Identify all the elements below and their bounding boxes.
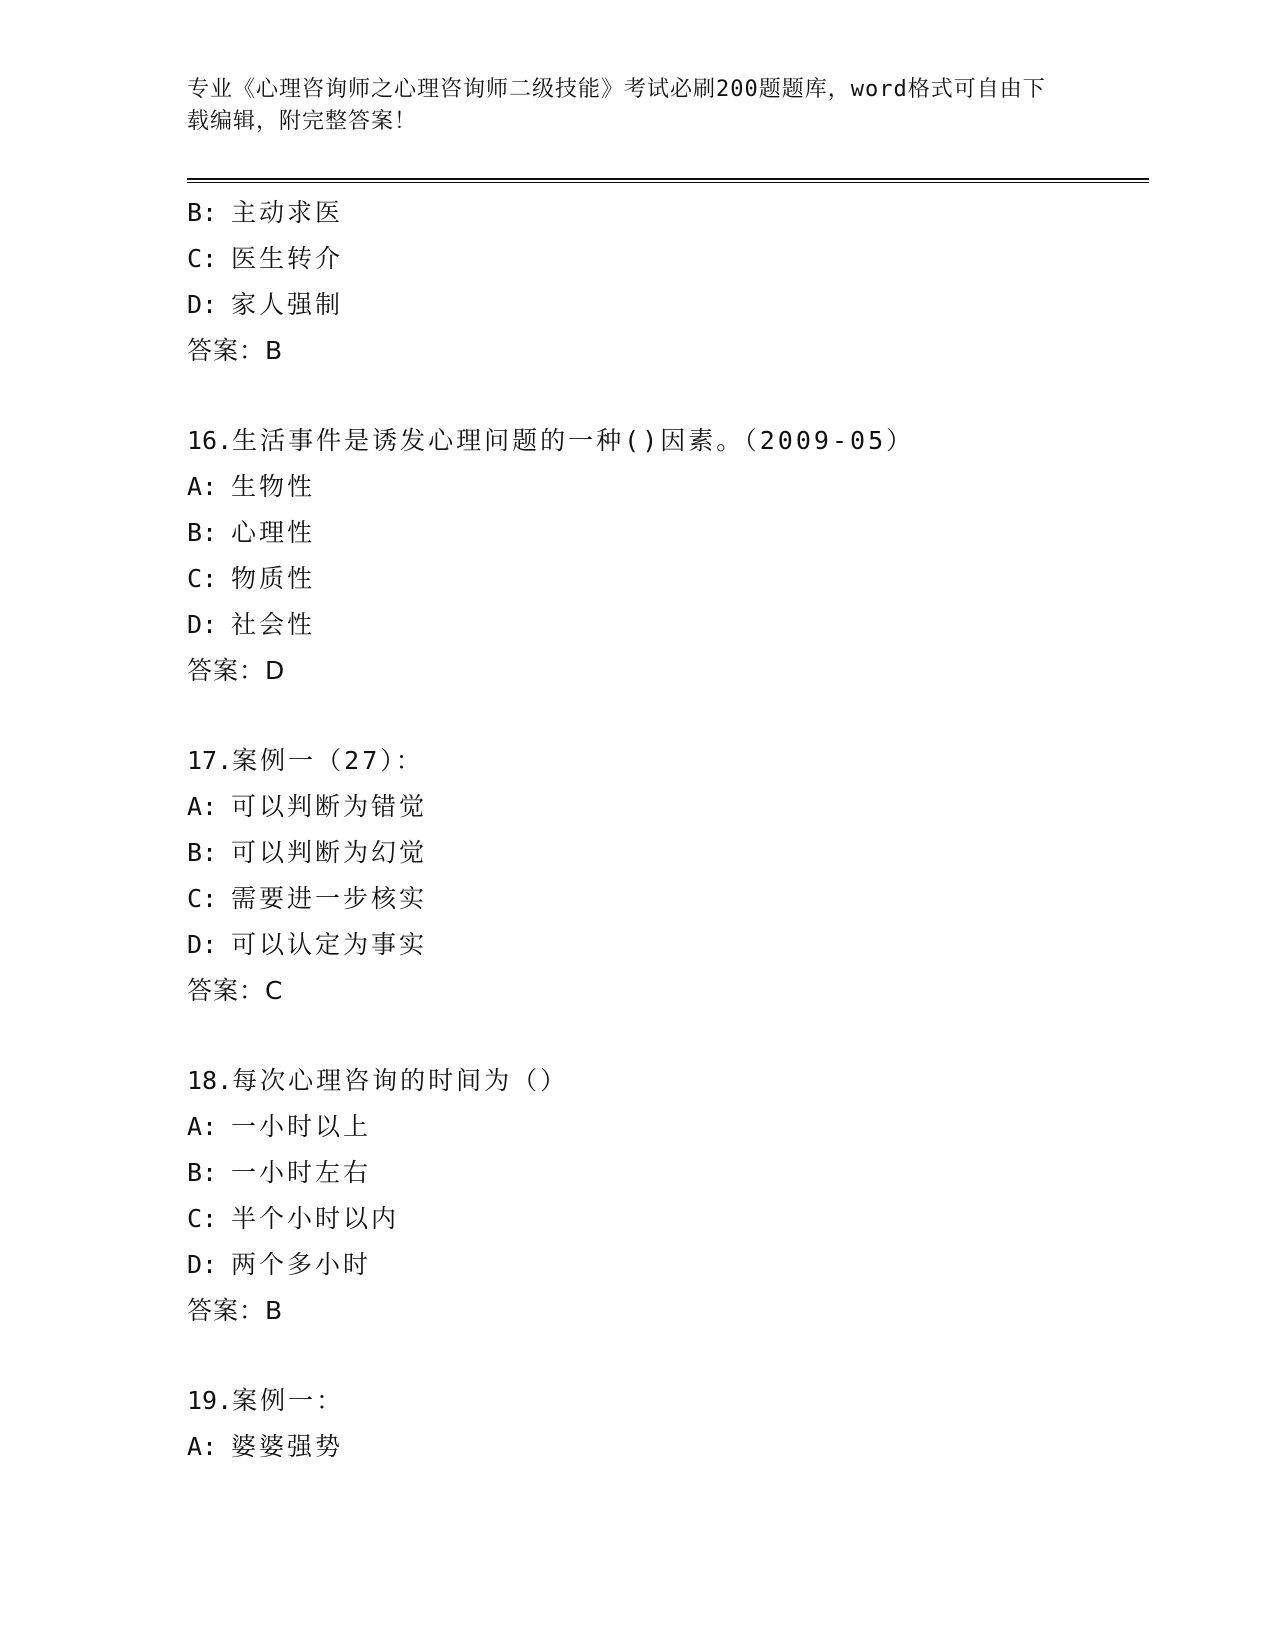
option-a: A: 生物性	[187, 472, 316, 501]
question-stem: 19.案例一：	[187, 1386, 345, 1415]
option-a: A: 可以判断为错觉	[187, 792, 428, 821]
answer: 答案：D	[187, 656, 286, 685]
option-a: A: 一小时以上	[187, 1112, 372, 1141]
answer: 答案：B	[187, 1296, 284, 1325]
option-d: D: 家人强制	[187, 290, 344, 319]
question-stem: 16.生活事件是诱发心理问题的一种()因素。（2009-05）	[187, 426, 915, 455]
document-body	[187, 190, 1149, 1470]
header-rule	[187, 178, 1149, 183]
option-b: B: 心理性	[187, 518, 316, 547]
option-b: B: 可以判断为幻觉	[187, 838, 428, 867]
question-stem: 18.每次心理咨询的时间为（）	[187, 1066, 569, 1095]
header-text: 专业《心理咨询师之心理咨询师二级技能》考试必刷200题题库，word格式可自由下载编辑，附完整答案！	[187, 77, 1046, 134]
option-b: B: 主动求医	[187, 198, 344, 227]
option-d: D: 社会性	[187, 610, 316, 639]
partial-question	[187, 190, 1149, 374]
option-d: D: 可以认定为事实	[187, 930, 428, 959]
option-c: C: 半个小时以内	[187, 1204, 400, 1233]
option-a: A: 婆婆强势	[187, 1432, 344, 1461]
question-19	[187, 1378, 1149, 1470]
answer: 答案：C	[187, 976, 284, 1005]
option-b: B: 一小时左右	[187, 1158, 372, 1187]
question-18	[187, 1058, 1149, 1334]
answer: 答案：B	[187, 336, 284, 365]
option-c: C: 医生转介	[187, 244, 344, 273]
option-c: C: 物质性	[187, 564, 316, 593]
option-d: D: 两个多小时	[187, 1250, 372, 1279]
page-header	[187, 74, 1067, 138]
option-c: C: 需要进一步核实	[187, 884, 428, 913]
question-16	[187, 418, 1149, 694]
question-stem: 17.案例一（27）：	[187, 746, 424, 775]
question-17	[187, 738, 1149, 1014]
